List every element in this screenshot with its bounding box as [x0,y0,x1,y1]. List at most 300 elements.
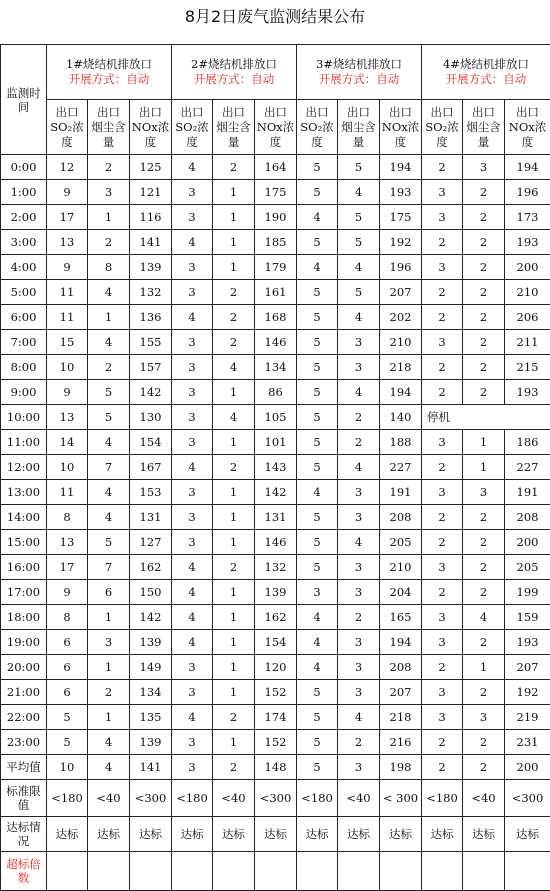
value-cell: 2 [213,330,255,355]
value-cell: 2 [338,430,380,455]
value-cell: 2 [463,205,505,230]
table-row [1,230,550,255]
time-cell: 9:00 [1,380,47,405]
value-cell: 142 [130,380,172,405]
value-cell: 2 [463,330,505,355]
table-row [1,255,550,280]
value-cell: 14 [47,430,88,455]
sub-column-label: SO₂浓度 [47,120,87,150]
value-cell: 194 [380,630,422,655]
value-cell: 3 [338,630,380,655]
value-cell: 2 [88,155,130,180]
table-row [1,680,550,705]
value-cell: 5 [338,280,380,305]
group-mode: 开展方式：自动 [172,72,296,87]
time-column-header: 监测时间 [1,45,47,155]
sub-column-label: SO₂浓度 [297,120,337,150]
value-cell: 7 [88,455,130,480]
value-cell: 9 [47,380,88,405]
value-cell [47,852,88,891]
value-cell: 3 [172,505,213,530]
table-row [1,505,550,530]
value-cell: 134 [255,355,297,380]
sub-column-label: 烟尘含量 [463,120,504,150]
value-cell: 3 [463,155,505,180]
sub-column-header [297,100,338,155]
value-cell: 2 [213,305,255,330]
value-cell: 2 [463,230,505,255]
group-name: 3#烧结机排放口 [297,57,421,72]
value-cell: 7 [88,555,130,580]
value-cell: <180 [47,780,88,817]
value-cell: 3 [172,755,213,780]
value-cell: 9 [47,580,88,605]
value-cell: 2 [463,505,505,530]
value-cell: 10 [47,355,88,380]
value-cell: 140 [380,405,422,430]
value-cell: 5 [47,705,88,730]
value-cell: 6 [47,655,88,680]
value-cell: 200 [505,530,550,555]
value-cell: 3 [422,205,463,230]
value-cell: 2 [463,280,505,305]
value-cell: 194 [380,155,422,180]
value-cell: 134 [130,680,172,705]
value-cell: 10 [47,455,88,480]
time-cell: 0:00 [1,155,47,180]
time-cell: 5:00 [1,280,47,305]
value-cell: 达标 [422,817,463,852]
group-mode: 开展方式：自动 [47,72,171,87]
value-cell: 2 [463,255,505,280]
table-row [1,705,550,730]
table-row [1,530,550,555]
sub-column-label: SO₂浓度 [422,120,462,150]
table-row [1,330,550,355]
value-cell: 125 [130,155,172,180]
value-cell: 196 [505,180,550,205]
value-cell: 5 [297,505,338,530]
value-cell: 3 [422,605,463,630]
sub-column-header [47,100,88,155]
table-row [1,280,550,305]
value-cell: 5 [297,380,338,405]
value-cell: 186 [505,430,550,455]
value-cell: 5 [297,430,338,455]
value-cell: 3 [172,405,213,430]
value-cell: 9 [47,180,88,205]
value-cell: <40 [213,780,255,817]
value-cell: 3 [463,705,505,730]
time-cell: 8:00 [1,355,47,380]
value-cell: 199 [505,580,550,605]
value-cell: 2 [88,355,130,380]
value-cell: 204 [380,580,422,605]
value-cell: 1 [213,630,255,655]
value-cell: 2 [463,530,505,555]
table-row [1,155,550,180]
value-cell: 5 [297,755,338,780]
value-cell: 1 [213,230,255,255]
value-cell: 143 [255,455,297,480]
value-cell: 139 [255,580,297,605]
shutdown-cell: 停机 [422,405,550,430]
value-cell: 4 [172,305,213,330]
table-row [1,555,550,580]
sub-column-label: 出口 [380,105,421,120]
value-cell: 175 [255,180,297,205]
value-cell: 17 [47,205,88,230]
time-cell: 12:00 [1,455,47,480]
value-cell: 219 [505,705,550,730]
value-cell: 17 [47,555,88,580]
value-cell: 153 [130,480,172,505]
value-cell: 1 [88,705,130,730]
sub-column-label: NOx浓度 [130,120,171,150]
value-cell: 4 [88,430,130,455]
value-cell: 191 [380,480,422,505]
value-cell: 4 [172,605,213,630]
group-header-3 [297,45,422,100]
value-cell: 207 [380,280,422,305]
value-cell: 135 [130,705,172,730]
value-cell: 2 [213,755,255,780]
value-cell: 132 [130,280,172,305]
value-cell: 2 [463,730,505,755]
value-cell: 3 [422,480,463,505]
value-cell: 4 [213,405,255,430]
value-cell: 2 [338,405,380,430]
value-cell: 3 [338,330,380,355]
value-cell: 141 [130,230,172,255]
table-row [1,305,550,330]
value-cell: 142 [255,480,297,505]
value-cell: 218 [380,355,422,380]
time-cell: 2:00 [1,205,47,230]
value-cell: 4 [297,255,338,280]
value-cell: 190 [255,205,297,230]
value-cell: 5 [338,205,380,230]
value-cell: 4 [297,205,338,230]
value-cell: 5 [338,230,380,255]
value-cell: 5 [297,405,338,430]
value-cell: 1 [88,655,130,680]
value-cell: 174 [255,705,297,730]
value-cell: 4 [172,630,213,655]
value-cell [380,852,422,891]
value-cell: 2 [422,580,463,605]
value-cell: 4 [172,230,213,255]
value-cell: 2 [463,380,505,405]
group-name: 4#烧结机排放口 [422,57,550,72]
value-cell: 3 [172,680,213,705]
group-header-1 [47,45,172,100]
value-cell: 164 [255,155,297,180]
value-cell: 6 [47,630,88,655]
sub-column-header [463,100,505,155]
value-cell: 210 [380,330,422,355]
value-cell: 5 [297,705,338,730]
value-cell: 1 [213,430,255,455]
value-cell: 227 [505,455,550,480]
time-cell: 19:00 [1,630,47,655]
value-cell: 200 [505,255,550,280]
value-cell: 191 [505,480,550,505]
table-row [1,580,550,605]
value-cell: 1 [213,605,255,630]
value-cell: 205 [380,530,422,555]
value-cell [130,852,172,891]
value-cell: 193 [380,180,422,205]
time-cell: 21:00 [1,680,47,705]
value-cell: 5 [297,180,338,205]
value-cell: 5 [338,155,380,180]
value-cell: 4 [88,755,130,780]
table-row [1,180,550,205]
sub-column-label: 出口 [297,105,337,120]
time-cell: 1:00 [1,180,47,205]
value-cell: 1 [213,530,255,555]
value-cell: 9 [47,255,88,280]
value-cell: 4 [338,305,380,330]
value-cell: 215 [505,355,550,380]
sub-column-header [213,100,255,155]
value-cell [255,852,297,891]
value-cell: <180 [297,780,338,817]
value-cell: 139 [130,630,172,655]
value-cell: 193 [505,230,550,255]
time-cell: 23:00 [1,730,47,755]
limit-row [1,780,550,817]
value-cell: 206 [505,305,550,330]
sub-column-header [338,100,380,155]
value-cell: 2 [422,305,463,330]
value-cell: 193 [505,380,550,405]
value-cell: 2 [422,505,463,530]
value-cell: 1 [463,455,505,480]
row-label: 平均值 [1,755,47,780]
value-cell: 150 [130,580,172,605]
value-cell: 4 [463,605,505,630]
value-cell: 2 [213,455,255,480]
time-cell: 4:00 [1,255,47,280]
value-cell: 达标 [505,817,550,852]
page-title: 8月2日废气监测结果公布 [0,0,550,34]
value-cell: 207 [380,680,422,705]
sub-column-label: 出口 [505,105,550,120]
value-cell: 2 [463,305,505,330]
compliance-row [1,817,550,852]
value-cell: 2 [463,555,505,580]
sub-column-label: 出口 [130,105,171,120]
value-cell: 2 [463,180,505,205]
time-cell: 10:00 [1,405,47,430]
value-cell: 12 [47,155,88,180]
value-cell: 161 [255,280,297,305]
sub-column-header [172,100,213,155]
value-cell: 127 [130,530,172,555]
value-cell: 1 [213,180,255,205]
value-cell: 3 [172,530,213,555]
value-cell: 4 [297,480,338,505]
value-cell: 达标 [297,817,338,852]
value-cell: 达标 [130,817,172,852]
value-cell: 2 [213,555,255,580]
value-cell: <180 [422,780,463,817]
value-cell: 2 [422,380,463,405]
value-cell: 167 [130,455,172,480]
value-cell: 2 [338,730,380,755]
value-cell [505,852,550,891]
value-cell: 227 [380,455,422,480]
value-cell: <40 [463,780,505,817]
value-cell: < 300 [380,780,422,817]
group-name: 1#烧结机排放口 [47,57,171,72]
value-cell: 4 [172,155,213,180]
value-cell: 101 [255,430,297,455]
value-cell: 210 [505,280,550,305]
value-cell: 105 [255,405,297,430]
value-cell: 3 [338,480,380,505]
value-cell: 2 [88,230,130,255]
value-cell: 188 [380,430,422,455]
value-cell: 5 [88,380,130,405]
value-cell: 2 [422,755,463,780]
sub-column-label: 出口 [213,105,254,120]
value-cell: 168 [255,305,297,330]
value-cell: 1 [463,655,505,680]
sub-column-label: NOx浓度 [255,120,296,150]
value-cell: 6 [47,680,88,705]
value-cell: 136 [130,305,172,330]
sub-column-header [422,100,463,155]
value-cell: 4 [88,505,130,530]
value-cell: 2 [338,605,380,630]
group-header-2 [172,45,297,100]
value-cell: 139 [130,730,172,755]
value-cell: 1 [88,205,130,230]
value-cell: 达标 [172,817,213,852]
time-cell: 14:00 [1,505,47,530]
value-cell: 3 [338,680,380,705]
value-cell: 4 [172,555,213,580]
value-cell: <180 [172,780,213,817]
value-cell: 3 [463,480,505,505]
value-cell: 3 [338,505,380,530]
value-cell: 3 [172,355,213,380]
value-cell: 3 [422,180,463,205]
value-cell: 3 [338,555,380,580]
value-cell: 3 [422,555,463,580]
time-cell: 11:00 [1,430,47,455]
value-cell [88,852,130,891]
value-cell: 1 [213,730,255,755]
exceed-row [1,852,550,891]
value-cell: 196 [380,255,422,280]
value-cell: 218 [380,705,422,730]
value-cell: 13 [47,230,88,255]
value-cell: 1 [213,380,255,405]
value-cell: 3 [338,580,380,605]
row-label: 超标倍数 [1,852,47,891]
value-cell: 2 [422,230,463,255]
sub-column-label: 出口 [172,105,212,120]
value-cell: 5 [297,680,338,705]
value-cell: 5 [297,330,338,355]
value-cell: 4 [338,455,380,480]
value-cell: 131 [255,505,297,530]
value-cell: 4 [338,530,380,555]
value-cell: 2 [422,455,463,480]
value-cell: 192 [380,230,422,255]
value-cell: 2 [463,680,505,705]
value-cell: 5 [88,405,130,430]
value-cell: 132 [255,555,297,580]
value-cell: 200 [505,755,550,780]
value-cell: 86 [255,380,297,405]
time-cell: 18:00 [1,605,47,630]
group-header-4 [422,45,550,100]
value-cell: 3 [172,655,213,680]
value-cell: 146 [255,330,297,355]
value-cell: 11 [47,480,88,505]
table-row [1,205,550,230]
value-cell: 2 [213,705,255,730]
sub-column-header [130,100,172,155]
value-cell: 155 [130,330,172,355]
value-cell: 1 [463,430,505,455]
value-cell: 5 [47,730,88,755]
table-row [1,480,550,505]
row-label: 达标情况 [1,817,47,852]
sub-column-header [380,100,422,155]
sub-column-header [505,100,550,155]
group-mode: 开展方式：自动 [297,72,421,87]
value-cell: 3 [172,255,213,280]
value-cell: 达标 [213,817,255,852]
value-cell: 121 [130,180,172,205]
value-cell: 2 [422,280,463,305]
value-cell: 3 [338,755,380,780]
value-cell: 4 [88,730,130,755]
value-cell: 3 [297,580,338,605]
value-cell: 157 [130,355,172,380]
value-cell: 5 [297,155,338,180]
value-cell: 205 [505,555,550,580]
value-cell: 202 [380,305,422,330]
sub-column-label: 出口 [422,105,462,120]
value-cell: 1 [213,655,255,680]
table-row [1,405,550,430]
sub-column-label: NOx浓度 [380,120,421,150]
value-cell: 2 [88,680,130,705]
sub-column-label: SO₂浓度 [172,120,212,150]
value-cell: 142 [130,605,172,630]
value-cell: 13 [47,530,88,555]
time-cell: 7:00 [1,330,47,355]
time-cell: 17:00 [1,580,47,605]
value-cell: 146 [255,530,297,555]
value-cell: 1 [88,605,130,630]
value-cell: 4 [213,355,255,380]
value-cell: 10 [47,755,88,780]
group-name: 2#烧结机排放口 [172,57,296,72]
value-cell: 152 [255,680,297,705]
value-cell: 8 [47,605,88,630]
value-cell: 5 [297,280,338,305]
value-cell: 2 [422,355,463,380]
table-row [1,630,550,655]
